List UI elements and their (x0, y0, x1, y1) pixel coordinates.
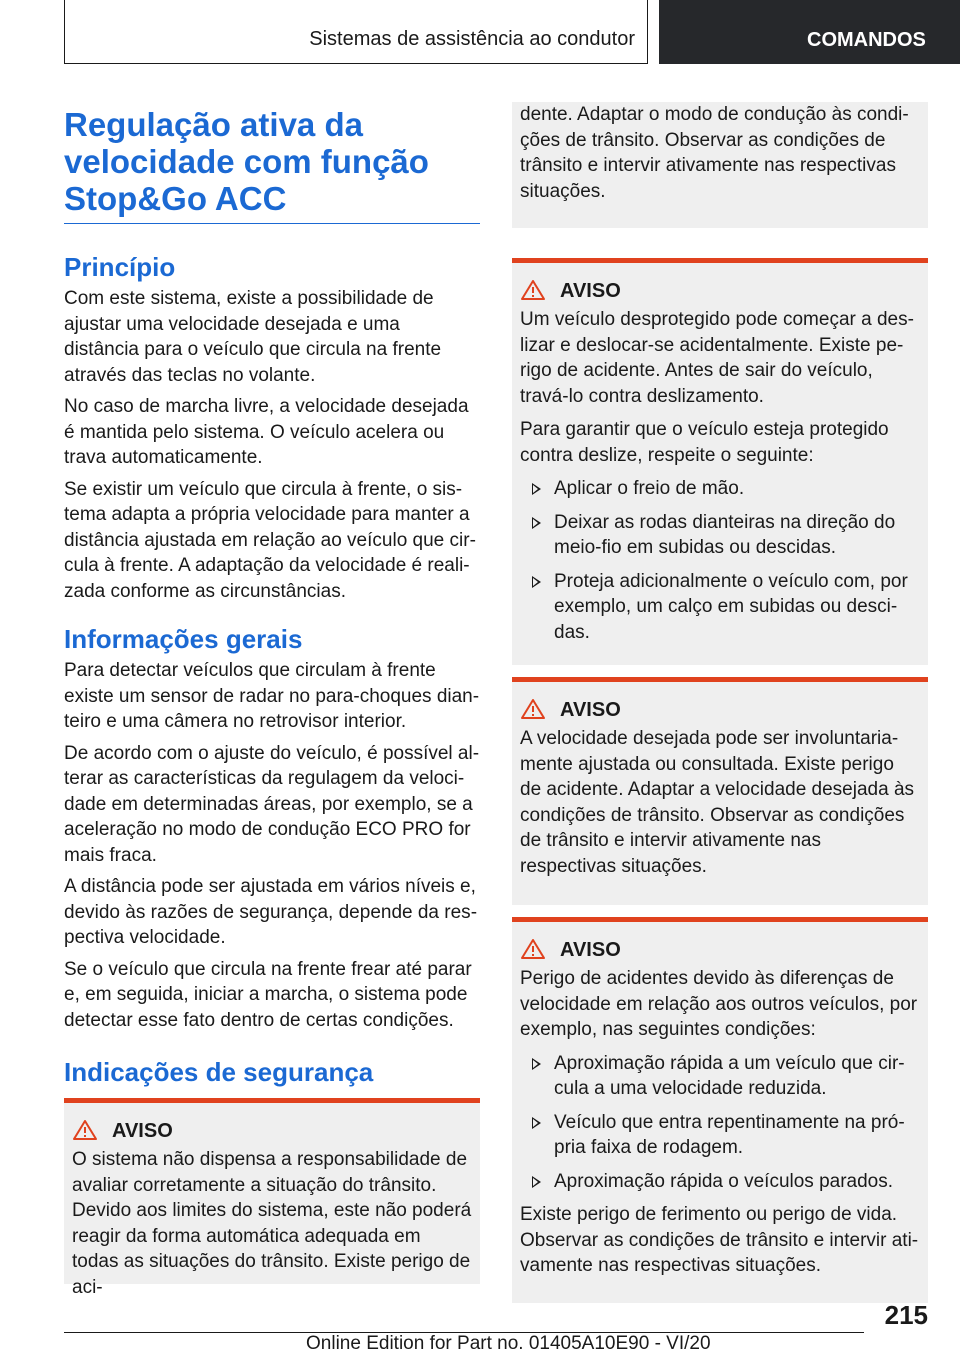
paragraph: De acordo com o ajuste do veículo, é possível alterar as características da regulagem da velocidade em determinadas áreas, por exemplo, se a aceleração no modo de condução ECO PRO for mais fraca. (64, 742, 480, 866)
warning-title: AVISO (560, 698, 621, 721)
page-title: Regulação ativa da velocidade com função Stop&Go ACC (64, 106, 480, 224)
warning-list (520, 1051, 920, 1195)
warning-box (512, 258, 928, 665)
section-title: Sistemas de assistência ao condutor (309, 28, 635, 50)
list-item: Aproximação rápida o veículos parados. (520, 1169, 920, 1195)
list-item: Deixar as rodas dianteiras na direção do meio-fio em subidas ou descidas. (520, 510, 920, 561)
edition-note: Online Edition for Part no. 01405A10E90 - VI/20 (306, 1333, 711, 1354)
warning-continuation (512, 102, 928, 228)
paragraph: Com este sistema, existe a possibilidade de ajustar uma velocidade desejada e uma distância para o veículo que circula na frente através das teclas no volante. (64, 288, 442, 386)
triangle-bullet-icon (532, 1117, 541, 1129)
heading-seguranca: Indicações de segurança (64, 1057, 374, 1087)
warning-text: Para garantir que o veículo esteja protegido contra deslize, respeite o seguinte: (520, 419, 889, 466)
paragraph: No caso de marcha livre, a velocidade desejada é mantida pelo sistema. O veículo acelera ou trava automaticamente. (64, 396, 469, 468)
warning-header (520, 696, 920, 724)
list-item: Proteja adicionalmente o veículo com, por exemplo, um calço em subidas ou descidas. (520, 569, 920, 646)
heading-informacoes: Informações gerais (64, 624, 303, 654)
triangle-bullet-icon (532, 576, 541, 588)
right-column (512, 102, 928, 1303)
page-number: 215 (884, 1300, 928, 1330)
triangle-bullet-icon (532, 1058, 541, 1070)
warning-title: AVISO (560, 279, 621, 302)
warning-text: A velocidade desejada pode ser involuntariamente ajustada ou consultada. Existe perigo de acidente. Adaptar a velocidade desejada às condições de trânsito. Observar as condições de trânsito e intervir ativamente nas respectivas situações. (520, 728, 915, 877)
left-column (64, 106, 480, 1087)
warning-list (520, 476, 920, 645)
warning-title: AVISO (112, 1119, 173, 1142)
warning-title: AVISO (560, 938, 621, 961)
warning-text: Um veículo desprotegido pode começar a deslizar e deslocar-se acidentalmente. Existe perigo de acidente. Antes de sair do veículo, travá-lo contra deslizamento. (520, 309, 914, 407)
warning-triangle-icon (520, 279, 560, 303)
triangle-bullet-icon (532, 483, 541, 495)
paragraph: Se existir um veículo que circula à frente, o sistema adapta a própria velocidade para manter a distância ajustada em relação ao veículo que circula à frente. A adaptação da velocidade é realizada conforme as circunstâncias. (64, 478, 476, 602)
chapter-title: COMANDOS (807, 29, 926, 51)
list-item: Veículo que entra repentinamente na própria faixa de rodagem. (520, 1110, 920, 1161)
triangle-bullet-icon (532, 517, 541, 529)
paragraph: A distância pode ser ajustada em vários níveis e, devido às razões de segurança, depende da respectiva velocidade. (64, 876, 478, 948)
chapter-tab (659, 0, 960, 64)
warning-header (520, 936, 920, 964)
paragraph: Para detectar veículos que circulam à frente existe um sensor de radar no para-choques dianteiro e uma câmera no retrovisor interior. (64, 660, 480, 732)
warning-triangle-icon (520, 698, 560, 722)
warning-triangle-icon (72, 1119, 112, 1143)
heading-principio: Princípio (64, 252, 176, 282)
triangle-bullet-icon (532, 1176, 541, 1188)
paragraph: Se o veículo que circula na frente frear até parar e, em seguida, iniciar a marcha, o sistema pode detectar esse fato dentro de certas condições. (64, 958, 472, 1031)
list-item: Aproximação rápida a um veículo que circula a uma velocidade reduzida. (520, 1051, 920, 1102)
warning-text: O sistema não dispensa a responsabilidade de avaliar corretamente a situação do trânsito. Devido aos limites do sistema, este não poderá reagir da forma automática adequada em todas as situações do trânsito. Existe perigo de aci- (72, 1149, 472, 1298)
warning-header (72, 1117, 472, 1145)
warning-box (64, 1098, 480, 1298)
warning-header (520, 277, 920, 305)
warning-text: Existe perigo de ferimento ou perigo de vida. Observar as condições de trânsito e intervir ativamente nas respectivas situações. (520, 1204, 919, 1276)
warning-box (512, 677, 928, 905)
list-item: Aplicar o freio de mão. (520, 476, 920, 502)
warning-text: Perigo de acidentes devido às diferenças de velocidade em relação aos outros veículos, por exemplo, nas seguintes condições: (520, 968, 918, 1040)
warning-box (512, 917, 928, 1303)
header-section-frame (64, 0, 648, 64)
warning-triangle-icon (520, 938, 560, 962)
warning-text: dente. Adaptar o modo de condução às condições de trânsito. Observar as condições de trânsito e intervir ativamente nas respectivas situações. (520, 104, 909, 202)
